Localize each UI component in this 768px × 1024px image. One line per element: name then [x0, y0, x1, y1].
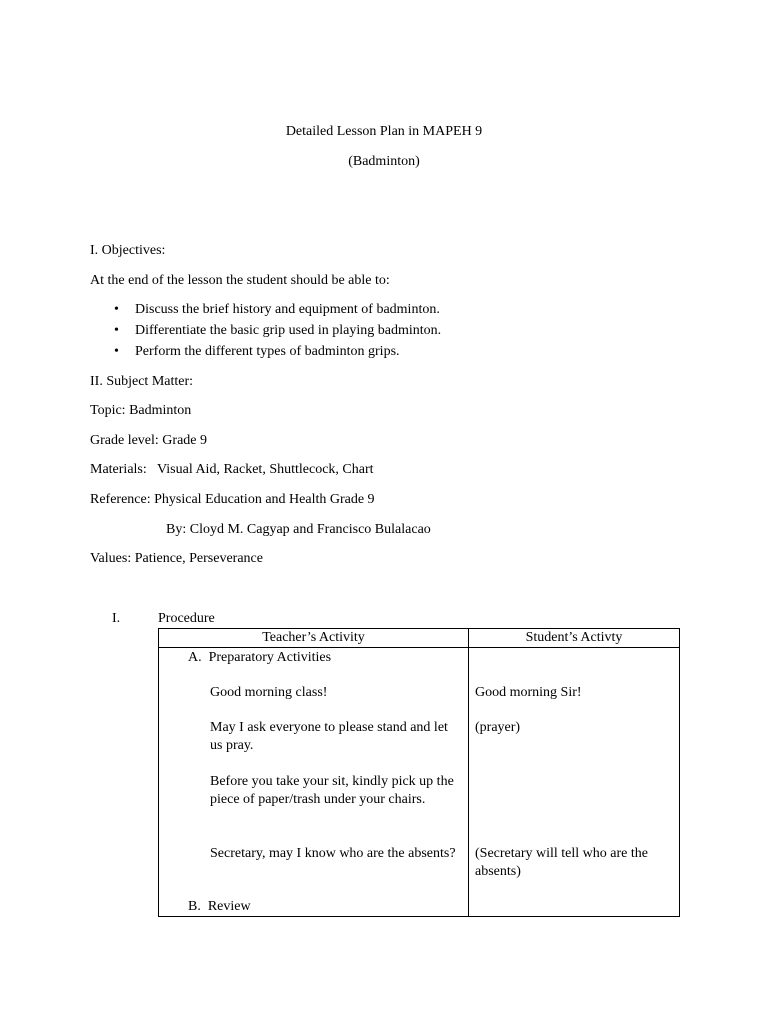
objectives-heading: I. Objectives:: [90, 243, 166, 258]
grade-level-line: Grade level: Grade 9: [90, 433, 207, 448]
subject-matter-heading: II. Subject Matter:: [90, 374, 194, 389]
procedure-table: [158, 628, 680, 917]
student-line: (Secretary will tell who are the absents): [475, 846, 648, 879]
student-column-header: Student’s Activty: [469, 629, 680, 648]
table-header-row: [159, 629, 680, 648]
objective-item: • Perform the different types of badminton grips.: [90, 343, 441, 364]
procedure-numeral: I.: [112, 611, 121, 626]
student-line: Good morning Sir!: [475, 685, 582, 700]
section-a-heading: A. Preparatory Activities: [188, 650, 332, 665]
objective-item: • Differentiate the basic grip used in playing badminton.: [90, 322, 441, 343]
objectives-list: [90, 301, 441, 364]
table-row: [159, 648, 680, 917]
reference-authors: By: Cloyd M. Cagyap and Francisco Bulalacao: [166, 522, 431, 537]
procedure-heading: Procedure: [158, 611, 215, 626]
objectives-intro: At the end of the lesson the student should be able to:: [90, 273, 390, 288]
reference-line: Reference: Physical Education and Health Grade 9: [90, 492, 375, 507]
values-line: Values: Patience, Perseverance: [90, 551, 263, 566]
teacher-column-header: Teacher’s Activity: [159, 629, 469, 648]
teacher-line: Good morning class!: [210, 685, 328, 700]
teacher-activity-cell: [159, 648, 469, 917]
document-title: Detailed Lesson Plan in MAPEH 9: [285, 124, 483, 139]
teacher-line: Before you take your sit, kindly pick up the piece of paper/trash under your chairs.: [210, 774, 454, 807]
materials-line: Materials: Visual Aid, Racket, Shuttlecock, Chart: [90, 462, 374, 477]
document-subtitle: (Badminton): [348, 154, 420, 169]
teacher-line: Secretary, may I know who are the absents?: [210, 846, 456, 861]
teacher-line: May I ask everyone to please stand and let us pray.: [210, 720, 448, 753]
student-activity-cell: [469, 648, 680, 917]
student-line: (prayer): [475, 720, 521, 735]
section-b-heading: B. Review: [188, 899, 251, 914]
objective-item: • Discuss the brief history and equipment of badminton.: [90, 301, 441, 322]
topic-line: Topic: Badminton: [90, 403, 192, 418]
